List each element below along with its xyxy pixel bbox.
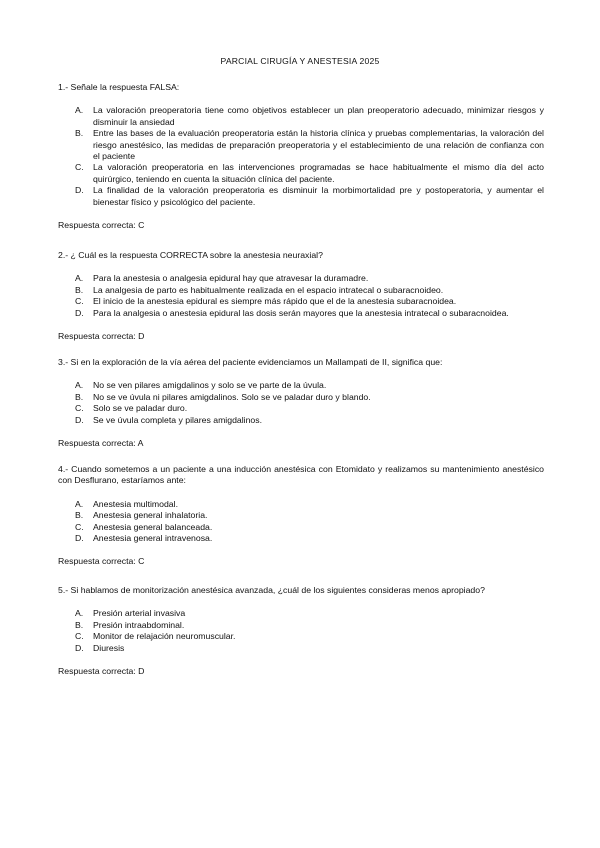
option-b <box>58 510 544 521</box>
correct-answer: Respuesta correcta: C <box>58 220 145 231</box>
option-letter: D. <box>75 533 84 544</box>
option-letter: A. <box>75 608 84 619</box>
option-text: Solo se ve paladar duro. <box>93 403 188 414</box>
option-b <box>58 620 544 631</box>
option-letter: D. <box>75 414 84 425</box>
question-text: 4.- Cuando sometemos a un paciente a una inducción anestésica con Etomidato y realizamos su mantenimiento anestésico con Desflurano, estaríamos ante: <box>58 464 544 486</box>
option-letter: C. <box>75 162 84 173</box>
option-letter: D. <box>75 185 84 196</box>
correct-answer: Respuesta correcta: A <box>58 438 144 449</box>
option-c <box>58 522 544 533</box>
option-d <box>58 308 544 319</box>
correct-answer: Respuesta correcta: D <box>58 666 145 677</box>
question-text: 1.- Señale la respuesta FALSA: <box>58 82 180 92</box>
option-text: La finalidad de la valoración preoperatoria es disminuir la morbimortalidad pre y postoperatoria, y aumentar el bienestar físico y psicológico del paciente. <box>93 185 544 207</box>
option-a <box>58 608 544 619</box>
option-text: No se ven pilares amigdalinos y solo se ve parte de la úvula. <box>93 380 327 391</box>
option-list <box>58 380 544 426</box>
option-text: Entre las bases de la evaluación preoperatoria están la historia clínica y pruebas complementarias, la valoración del riesgo anestésico, las medidas de preparación preoperatoria y el establecimiento de una relación de confianza con el paciente <box>93 128 544 162</box>
option-text: El inicio de la anestesia epidural es siempre más rápido que el de la anestesia subaracnoidea. <box>93 296 457 307</box>
correct-answer: Respuesta correcta: D <box>58 331 145 342</box>
option-a <box>58 273 544 284</box>
option-text: Anestesia general inhalatoria. <box>93 510 208 521</box>
option-text: No se ve úvula ni pilares amigdalinos. Solo se ve paladar duro y blando. <box>93 391 371 402</box>
option-list <box>58 273 544 319</box>
option-text: La analgesia de parto es habitualmente realizada en el espacio intratecal o subaracnoideo. <box>93 284 444 295</box>
option-list <box>58 105 544 208</box>
option-letter: B. <box>75 391 84 402</box>
exam-title: PARCIAL CIRUGÍA Y ANESTESIA 2025 <box>220 56 380 66</box>
option-b <box>58 392 544 403</box>
option-list <box>58 608 544 654</box>
option-letter: B. <box>75 284 84 295</box>
option-a <box>58 380 544 391</box>
question-3 <box>58 357 544 449</box>
option-text: Presión intraabdominal. <box>93 619 185 630</box>
option-text: Anestesia general balanceada. <box>93 521 213 532</box>
option-letter: A. <box>75 498 84 509</box>
question-text: 5.- Si hablamos de monitorización anestésica avanzada, ¿cuál de los siguientes consideras menos apropiado? <box>58 585 485 595</box>
option-letter: A. <box>75 273 84 284</box>
question-4 <box>58 464 544 568</box>
option-letter: C. <box>75 521 84 532</box>
option-letter: C. <box>75 403 84 414</box>
option-letter: B. <box>75 510 84 521</box>
question-2 <box>58 250 544 342</box>
correct-answer: Respuesta correcta: C <box>58 556 145 567</box>
option-text: Se ve úvula completa y pilares amigdalinos. <box>93 414 263 425</box>
option-a <box>58 105 544 128</box>
option-letter: D. <box>75 642 84 653</box>
option-d <box>58 185 544 208</box>
option-b <box>58 285 544 296</box>
option-text: Para la anestesia o analgesia epidural hay que atravesar la duramadre. <box>93 273 369 284</box>
option-text: Monitor de relajación neuromuscular. <box>93 631 236 642</box>
option-d <box>58 533 544 544</box>
option-d <box>58 415 544 426</box>
option-c <box>58 403 544 414</box>
option-c <box>58 162 544 185</box>
question-5 <box>58 585 544 677</box>
option-letter: A. <box>75 380 84 391</box>
option-c <box>58 296 544 307</box>
option-text: Diuresis <box>93 642 125 653</box>
option-letter: B. <box>75 619 84 630</box>
option-letter: C. <box>75 296 84 307</box>
option-c <box>58 631 544 642</box>
question-text: 3.- Si en la exploración de la vía aérea del paciente evidenciamos un Mallampati de II, significa que: <box>58 357 443 367</box>
option-d <box>58 643 544 654</box>
option-letter: D. <box>75 307 84 318</box>
option-b <box>58 128 544 162</box>
option-letter: A. <box>75 105 84 116</box>
option-a <box>58 499 544 510</box>
option-text: Presión arterial invasiva <box>93 608 186 619</box>
option-text: La valoración preoperatoria tiene como objetivos establecer un plan preoperatorio adecuado, minimizar riesgos y disminuir la ansiedad <box>93 105 544 127</box>
option-list <box>58 499 544 545</box>
option-text: Para la analgesia o anestesia epidural las dosis serán mayores que la anestesia intratecal o subaracnoidea. <box>93 307 509 318</box>
option-letter: B. <box>75 128 84 139</box>
option-text: Anestesia general intravenosa. <box>93 533 213 544</box>
option-text: Anestesia multimodal. <box>93 498 178 509</box>
question-1 <box>58 82 544 231</box>
question-text: 2.- ¿ Cuál es la respuesta CORRECTA sobre la anestesia neuraxial? <box>58 250 323 260</box>
option-letter: C. <box>75 631 84 642</box>
option-text: La valoración preoperatoria en las intervenciones programadas se hace habitualmente el mismo día del acto quirúrgico, teniendo en cuenta la situación clínica del paciente. <box>93 162 544 184</box>
